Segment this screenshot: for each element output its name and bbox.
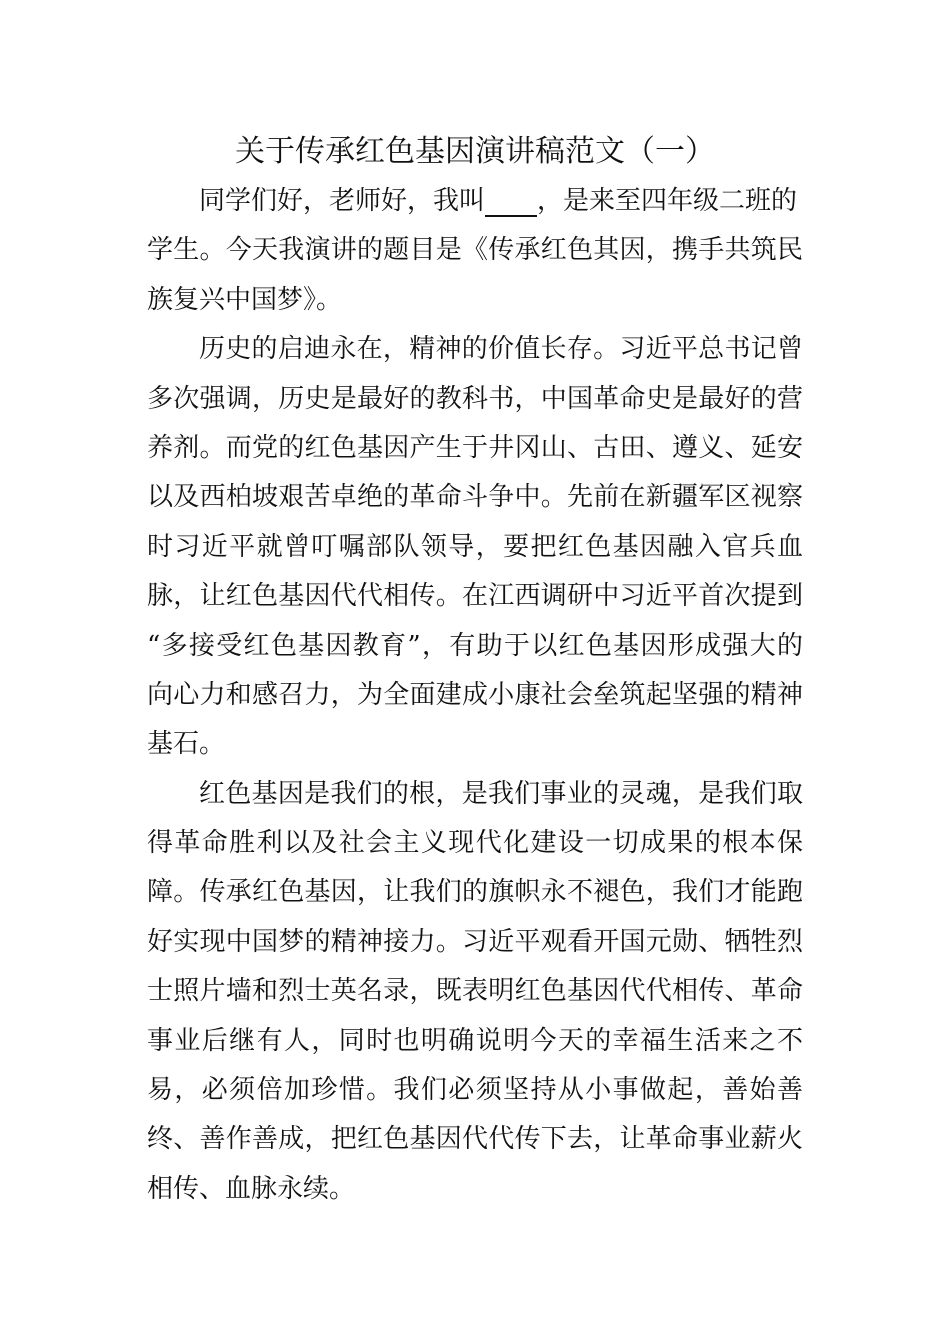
paragraph-line: 终、善作善成，把红色基因代代传下去，让革命事业薪火 xyxy=(147,1124,803,1155)
paragraph-line: 以及西柏坡艰苦卓绝的革命斗争中。先前在新疆军区视察 xyxy=(147,482,803,513)
paragraph-line: 学生。今天我演讲的题目是《传承红色其因，携手共筑民 xyxy=(147,235,803,266)
paragraph-line: “多接受红色基因教育”，有助于以红色基因形成强大的 xyxy=(147,630,803,661)
paragraph-line: 族复兴中国梦》。 xyxy=(147,284,343,315)
document-title: 关于传承红色基因演讲稿范文（一） xyxy=(235,134,715,169)
paragraph-history xyxy=(147,325,803,770)
paragraph-line: 红色基因是我们的根，是我们事业的灵魂，是我们取 xyxy=(199,778,803,809)
paragraph-line: 好实现中国梦的精神接力。习近平观看开国元勋、牺牲烈 xyxy=(147,926,803,957)
paragraph-line: 相传、血脉永续。 xyxy=(147,1173,356,1204)
paragraph-line: 士照片墙和烈士英名录，既表明红色基因代代相传、革命 xyxy=(147,976,803,1007)
paragraph-line: 脉，让红色基因代代相传。在江西调研中习近平首次提到 xyxy=(147,581,803,612)
name-blank-underline xyxy=(485,187,537,217)
paragraph-intro xyxy=(147,177,803,325)
document-body xyxy=(147,177,803,1214)
paragraph-line: 向心力和感召力，为全面建成小康社会垒筑起坚强的精神 xyxy=(147,679,803,710)
paragraph-line xyxy=(147,177,803,226)
paragraph-line: 多次强调，历史是最好的教科书，中国革命史是最好的营 xyxy=(147,383,803,414)
paragraph-line: 时习近平就曾叮嘱部队领导，要把红色基因融入官兵血 xyxy=(147,531,803,562)
paragraph-line: 易，必须倍加珍惜。我们必须坚持从小事做起，善始善 xyxy=(147,1075,803,1106)
paragraph-line: 障。传承红色基因，让我们的旗帜永不褪色，我们才能跑 xyxy=(147,877,803,908)
intro-text-before-name: 同学们好，老师好，我叫 xyxy=(199,186,486,216)
paragraph-line: 历史的启迪永在，精神的价值长存。习近平总书记曾 xyxy=(199,334,803,365)
paragraph-red-gene xyxy=(147,770,803,1215)
paragraph-line: 基石。 xyxy=(147,729,226,760)
intro-text-after-name: ，是来至四年级二班的 xyxy=(537,186,798,216)
paragraph-line: 得革命胜利以及社会主义现代化建设一切成果的根本保 xyxy=(147,828,803,859)
paragraph-line: 养剂。而党的红色基因产生于井冈山、古田、遵义、延安 xyxy=(147,432,803,463)
paragraph-line: 事业后继有人，同时也明确说明今天的幸福生活来之不 xyxy=(147,1025,803,1056)
